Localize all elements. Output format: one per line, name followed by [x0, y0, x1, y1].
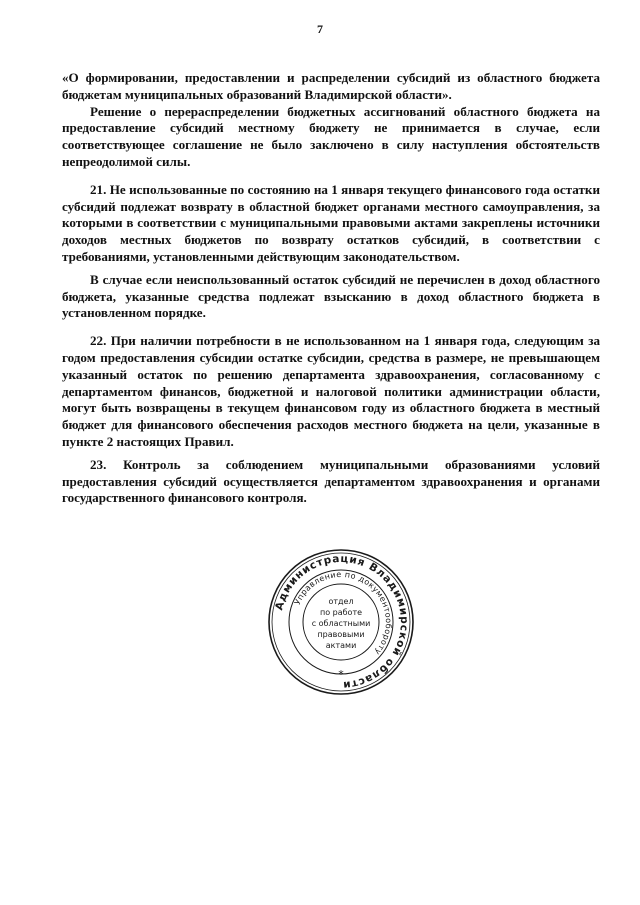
- paragraph-redistribution: Решение о перераспределении бюджетных ассигнований областного бюджета на предоставление субсидий местному бюджету не принимается в случае, если соответствующее соглашение не было заключено в силу наступления обстоятельств непреодолимой силы.: [62, 103, 600, 169]
- seal-inner-text: Управление по документообороту: [292, 569, 394, 657]
- seal-graphic: [267, 548, 415, 696]
- seal-center-line-5: актами: [325, 641, 357, 650]
- seal-center-line-2: по работе: [319, 608, 363, 617]
- page-number: 7: [317, 22, 323, 36]
- document-body: [62, 70, 600, 507]
- paragraph-23: 23. Контроль за соблюдением муниципальными образованиями условий предоставления субсидий осуществляется департаментом здравоохранения и органами государственного финансового контроля.: [62, 456, 600, 506]
- seal-center-line-1: отдел: [328, 597, 354, 606]
- paragraph-22: 22. При наличии потребности в не использованном на 1 января года, следующим за годом предоставления субсидии остатке субсидии, средства в размере, не превышающем указанный остаток по решению департамента здравоохранения, согласованному с департаментом финансов, бюджетной и налоговой политики администрации области, могут быть возвращены в текущем финансовом году из областного бюджета в местный бюджет для финансового обеспечения расходов местного бюджета на цели, указанные в пункте 2 настоящих Правил.: [62, 333, 600, 449]
- seal-star: *: [338, 668, 344, 681]
- official-seal: [267, 548, 415, 696]
- paragraph-unspent-balance: В случае если неиспользованный остаток субсидий не перечислен в доход областного бюджета, указанные средства подлежат взысканию в доход областного бюджета в установленном порядке.: [62, 271, 600, 321]
- seal-center-line-4: правовыми: [317, 630, 365, 639]
- paragraph-continuation: «О формировании, предоставлении и распределении субсидий из областного бюджета бюджетам муниципальных образований Владимирской области».: [62, 70, 600, 102]
- paragraph-21: 21. Не использованные по состоянию на 1 января текущего финансового года остатки субсидий подлежат возврату в областной бюджет органами местного самоуправления, за которыми в соответствии с муниципальными правовыми актами закреплены источники доходов местных бюджетов по возврату остатков субсидий, в соответствии с требованиями, установленными действующим законодательством.: [62, 181, 600, 264]
- seal-outer-text: Администрация Владимирской области: [273, 552, 411, 692]
- seal-center-line-3: с областными: [311, 619, 371, 628]
